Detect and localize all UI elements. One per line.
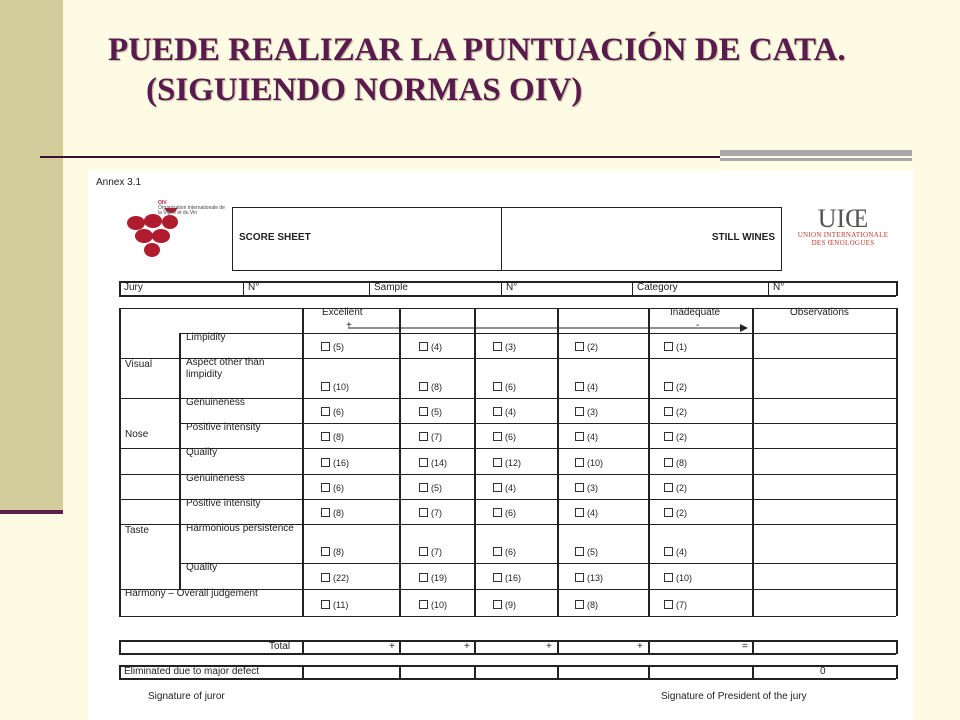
- total-row-top: [119, 640, 896, 642]
- score-value: (11): [333, 600, 349, 610]
- score-value: (14): [431, 458, 448, 468]
- eliminated-row-sep: [896, 665, 898, 679]
- checkbox[interactable]: [493, 547, 502, 556]
- score-option[interactable]: [664, 573, 692, 583]
- score-value: (10): [587, 458, 604, 468]
- checkbox[interactable]: [419, 458, 428, 467]
- score-option[interactable]: [321, 432, 344, 442]
- score-value: (8): [587, 600, 598, 610]
- score-value: (4): [676, 547, 687, 557]
- score-option[interactable]: [321, 600, 348, 610]
- score-option[interactable]: [419, 407, 442, 417]
- oiv-short: OIV: [158, 200, 167, 206]
- observations-label: Observations: [790, 307, 849, 318]
- inadequate-label: Inadequate: [670, 307, 721, 318]
- score-option[interactable]: [493, 573, 521, 583]
- checkbox[interactable]: [664, 508, 673, 517]
- score-value: (8): [333, 432, 344, 442]
- total-row-sep: [752, 640, 754, 654]
- eliminated-row-sep: [399, 665, 401, 679]
- total-operator: +: [546, 641, 552, 652]
- uioe-mark: UIŒ: [817, 204, 869, 233]
- score-option[interactable]: [664, 458, 687, 468]
- score-value: (4): [431, 342, 442, 352]
- checkbox[interactable]: [321, 547, 330, 556]
- score-value: (6): [505, 382, 516, 392]
- criterion-label: Genuineness: [186, 473, 245, 484]
- title-line-2: (SIGUIENDO NORMAS OIV): [146, 72, 583, 108]
- score-option[interactable]: [321, 508, 344, 518]
- table-col-line: [648, 308, 650, 616]
- score-value: (5): [587, 547, 598, 557]
- score-option[interactable]: [419, 573, 447, 583]
- total-label: Total: [269, 641, 291, 652]
- checkbox[interactable]: [419, 483, 428, 492]
- score-option[interactable]: [493, 600, 516, 610]
- checkbox[interactable]: [575, 483, 584, 492]
- score-option[interactable]: [493, 382, 516, 392]
- score-option[interactable]: [419, 342, 442, 352]
- score-value: (12): [505, 458, 522, 468]
- score-option[interactable]: [493, 342, 516, 352]
- criterion-label: Limpidity: [186, 332, 226, 343]
- score-option[interactable]: [664, 432, 687, 442]
- score-option[interactable]: [575, 547, 598, 557]
- score-value: (13): [587, 573, 604, 583]
- score-value: (7): [431, 432, 442, 442]
- score-option[interactable]: [419, 547, 442, 557]
- criterion-label: Quality: [186, 562, 218, 573]
- score-value: (7): [676, 600, 687, 610]
- score-option[interactable]: [419, 382, 442, 392]
- score-value: (22): [333, 573, 350, 583]
- score-value: (6): [505, 547, 516, 557]
- checkbox[interactable]: [664, 547, 673, 556]
- score-option[interactable]: [575, 458, 603, 468]
- checkbox[interactable]: [321, 458, 330, 467]
- score-option[interactable]: [575, 600, 598, 610]
- score-option[interactable]: [419, 600, 447, 610]
- criterion-label: Harmonious persistence: [186, 523, 294, 534]
- checkbox[interactable]: [493, 483, 502, 492]
- checkbox[interactable]: [664, 458, 673, 467]
- score-value: (7): [431, 508, 442, 518]
- info-row-label: Sample: [374, 282, 408, 293]
- total-operator: +: [464, 641, 470, 652]
- checkbox[interactable]: [575, 407, 584, 416]
- checkbox[interactable]: [419, 407, 428, 416]
- score-value: (4): [505, 483, 516, 493]
- total-row-sep: [474, 640, 476, 654]
- checkbox[interactable]: [575, 432, 584, 441]
- score-option[interactable]: [664, 547, 687, 557]
- info-row-label: Jury: [124, 282, 143, 293]
- score-value: (4): [587, 432, 598, 442]
- score-value: (10): [333, 382, 350, 392]
- score-value: (6): [505, 508, 516, 518]
- score-value: (5): [431, 407, 442, 417]
- score-option[interactable]: [321, 458, 349, 468]
- total-row-sep: [557, 640, 559, 654]
- eliminated-value: 0: [820, 666, 826, 677]
- checkbox[interactable]: [493, 407, 502, 416]
- score-value: (3): [587, 407, 598, 417]
- checkbox[interactable]: [419, 508, 428, 517]
- score-option[interactable]: [419, 483, 442, 493]
- checkbox[interactable]: [664, 600, 673, 609]
- score-option[interactable]: [575, 407, 598, 417]
- eliminated-row-sep: [752, 665, 754, 679]
- checkbox[interactable]: [419, 432, 428, 441]
- checkbox[interactable]: [493, 600, 502, 609]
- checkbox[interactable]: [321, 573, 330, 582]
- checkbox[interactable]: [664, 483, 673, 492]
- checkbox[interactable]: [493, 458, 502, 467]
- score-value: (1): [676, 342, 687, 352]
- excellent-label: Excellent: [322, 307, 363, 318]
- checkbox[interactable]: [493, 508, 502, 517]
- uioe-line-1: UNION INTERNATIONALE: [797, 231, 889, 239]
- table-col-line: [752, 308, 754, 616]
- score-value: (8): [431, 382, 442, 392]
- left-accent-line: [0, 510, 63, 514]
- total-row-sep: [648, 640, 650, 654]
- score-option[interactable]: [493, 508, 516, 518]
- info-row-sep: [501, 281, 502, 296]
- total-operator: +: [389, 641, 395, 652]
- total-operator: +: [637, 641, 643, 652]
- score-value: (2): [676, 382, 687, 392]
- score-value: (9): [505, 600, 516, 610]
- checkbox[interactable]: [575, 547, 584, 556]
- total-row-sep: [896, 640, 898, 654]
- header-divider: [501, 208, 502, 270]
- oiv-grapes-logo: [126, 208, 186, 268]
- checkbox[interactable]: [321, 407, 330, 416]
- minus-sign: -: [696, 320, 700, 331]
- checkbox[interactable]: [419, 342, 428, 351]
- checkbox[interactable]: [419, 382, 428, 391]
- score-value: (5): [333, 342, 344, 352]
- score-value: (3): [505, 342, 516, 352]
- left-accent-bar: [0, 0, 63, 512]
- uioe-line-2: DES ŒNOLOGUES: [811, 239, 875, 247]
- checkbox[interactable]: [575, 600, 584, 609]
- score-value: (2): [676, 508, 687, 518]
- checkbox[interactable]: [419, 600, 428, 609]
- score-option[interactable]: [575, 508, 598, 518]
- eliminated-row-sep: [557, 665, 559, 679]
- checkbox[interactable]: [575, 458, 584, 467]
- eliminated-row-sep: [474, 665, 476, 679]
- group-label-nose: Nose: [125, 429, 149, 440]
- oiv-full-name: Organisation Internationale de la Vigne et du Vin: [158, 205, 225, 216]
- score-option[interactable]: [575, 432, 598, 442]
- criterion-label: Positive intensity: [186, 422, 261, 433]
- score-value: (16): [505, 573, 522, 583]
- score-option[interactable]: [419, 432, 442, 442]
- score-option[interactable]: [664, 600, 687, 610]
- checkbox[interactable]: [419, 547, 428, 556]
- checkbox[interactable]: [575, 382, 584, 391]
- table-col-line: [896, 308, 898, 616]
- signature-juror-label: Signature of juror: [148, 691, 225, 702]
- info-row-left: [119, 281, 121, 296]
- eliminated-row-sep: [119, 665, 121, 679]
- checkbox[interactable]: [664, 382, 673, 391]
- score-value: (2): [676, 407, 687, 417]
- score-value: (8): [676, 458, 687, 468]
- signature-president-label: Signature of President of the jury: [661, 691, 807, 702]
- score-option[interactable]: [493, 547, 516, 557]
- info-row-bottom: [119, 295, 896, 297]
- info-row-sep: [768, 281, 769, 296]
- score-option[interactable]: [664, 342, 687, 352]
- score-value: (16): [333, 458, 350, 468]
- table-col-line: [399, 308, 401, 616]
- score-value: (4): [505, 407, 516, 417]
- score-option[interactable]: [321, 483, 344, 493]
- checkbox[interactable]: [321, 508, 330, 517]
- criterion-label: Positive intensity: [186, 498, 261, 509]
- checkbox[interactable]: [419, 573, 428, 582]
- title-divider: [40, 156, 720, 158]
- score-sheet-document: [88, 171, 914, 720]
- table-col-line: [302, 308, 304, 616]
- table-row-line: [119, 308, 896, 309]
- info-row-right: [896, 281, 898, 296]
- score-value: (7): [431, 547, 442, 557]
- title-divider-grey-2: [720, 158, 912, 161]
- uioe-logo: [788, 204, 898, 247]
- total-row-bottom: [119, 653, 896, 655]
- total-row-sep: [119, 640, 121, 654]
- group-label-taste: Taste: [125, 525, 149, 536]
- slide-title: [108, 30, 846, 110]
- info-row-label: N°: [506, 282, 518, 293]
- oiv-caption: [158, 201, 228, 216]
- table-col-line: [179, 333, 181, 589]
- scale-arrow: [348, 322, 748, 334]
- info-row-sep: [632, 281, 633, 296]
- checkbox[interactable]: [664, 432, 673, 441]
- info-row-sep: [243, 281, 244, 296]
- score-option[interactable]: [493, 432, 516, 442]
- info-row-label: N°: [248, 282, 260, 293]
- score-option[interactable]: [419, 458, 447, 468]
- score-option[interactable]: [575, 573, 603, 583]
- score-option[interactable]: [664, 382, 687, 392]
- total-row-sep: [399, 640, 401, 654]
- score-option[interactable]: [664, 508, 687, 518]
- score-value: (5): [431, 483, 442, 493]
- score-option[interactable]: [664, 407, 687, 417]
- checkbox[interactable]: [321, 342, 330, 351]
- checkbox[interactable]: [493, 432, 502, 441]
- criterion-label: Genuineness: [186, 397, 245, 408]
- score-sheet-label: SCORE SHEET: [239, 232, 311, 243]
- score-option[interactable]: [321, 407, 344, 417]
- info-row-label: Category: [637, 282, 678, 293]
- score-value: (10): [676, 573, 693, 583]
- checkbox[interactable]: [321, 600, 330, 609]
- group-label-visual: Visual: [125, 359, 153, 370]
- score-option[interactable]: [575, 342, 598, 352]
- score-value: (8): [333, 508, 344, 518]
- checkbox[interactable]: [493, 342, 502, 351]
- score-value: (6): [505, 432, 516, 442]
- checkbox[interactable]: [493, 573, 502, 582]
- checkbox[interactable]: [321, 382, 330, 391]
- table-row-line: [119, 616, 896, 617]
- score-value: (2): [587, 342, 598, 352]
- score-option[interactable]: [664, 483, 687, 493]
- score-value: (4): [587, 508, 598, 518]
- info-row-label: N°: [773, 282, 785, 293]
- score-value: (2): [676, 432, 687, 442]
- checkbox[interactable]: [575, 573, 584, 582]
- eliminated-row-sep: [302, 665, 304, 679]
- title-line-1: PUEDE REALIZAR LA PUNTUACIÓN DE CATA.: [108, 32, 846, 68]
- criterion-label: Aspect other than limpidity: [186, 357, 265, 380]
- score-value: (4): [587, 382, 598, 392]
- score-option[interactable]: [493, 458, 521, 468]
- checkbox[interactable]: [493, 382, 502, 391]
- checkbox[interactable]: [575, 342, 584, 351]
- table-col-line: [474, 308, 476, 616]
- score-option[interactable]: [419, 508, 442, 518]
- score-value: (8): [333, 547, 344, 557]
- score-option[interactable]: [493, 483, 516, 493]
- table-col-line: [119, 308, 121, 616]
- checkbox[interactable]: [664, 342, 673, 351]
- checkbox[interactable]: [321, 483, 330, 492]
- total-operator: =: [742, 641, 748, 652]
- checkbox[interactable]: [575, 508, 584, 517]
- total-row-sep: [302, 640, 304, 654]
- score-value: (19): [431, 573, 448, 583]
- info-row-sep: [369, 281, 370, 296]
- checkbox[interactable]: [321, 432, 330, 441]
- eliminated-label: Eliminated due to major defect: [124, 666, 260, 677]
- checkbox[interactable]: [664, 407, 673, 416]
- score-value: (6): [333, 483, 344, 493]
- score-value: (2): [676, 483, 687, 493]
- title-divider-grey: [720, 150, 912, 156]
- plus-sign: +: [346, 320, 352, 331]
- annex-label: Annex 3.1: [96, 177, 142, 188]
- score-option[interactable]: [321, 547, 344, 557]
- score-option[interactable]: [321, 342, 344, 352]
- criterion-label: Harmony – Overall judgement: [125, 588, 258, 599]
- score-option[interactable]: [493, 407, 516, 417]
- checkbox[interactable]: [664, 573, 673, 582]
- still-wines-label: STILL WINES: [711, 232, 775, 243]
- eliminated-row-sep: [648, 665, 650, 679]
- score-value: (10): [431, 600, 448, 610]
- score-option[interactable]: [321, 573, 349, 583]
- score-option[interactable]: [321, 382, 349, 392]
- eliminated-row-bottom: [119, 678, 896, 680]
- score-option[interactable]: [575, 382, 598, 392]
- table-col-line: [557, 308, 559, 616]
- criterion-label: Quality: [186, 447, 218, 458]
- score-value: (6): [333, 407, 344, 417]
- score-value: (3): [587, 483, 598, 493]
- score-option[interactable]: [575, 483, 598, 493]
- score-sheet-header-box: [232, 207, 782, 271]
